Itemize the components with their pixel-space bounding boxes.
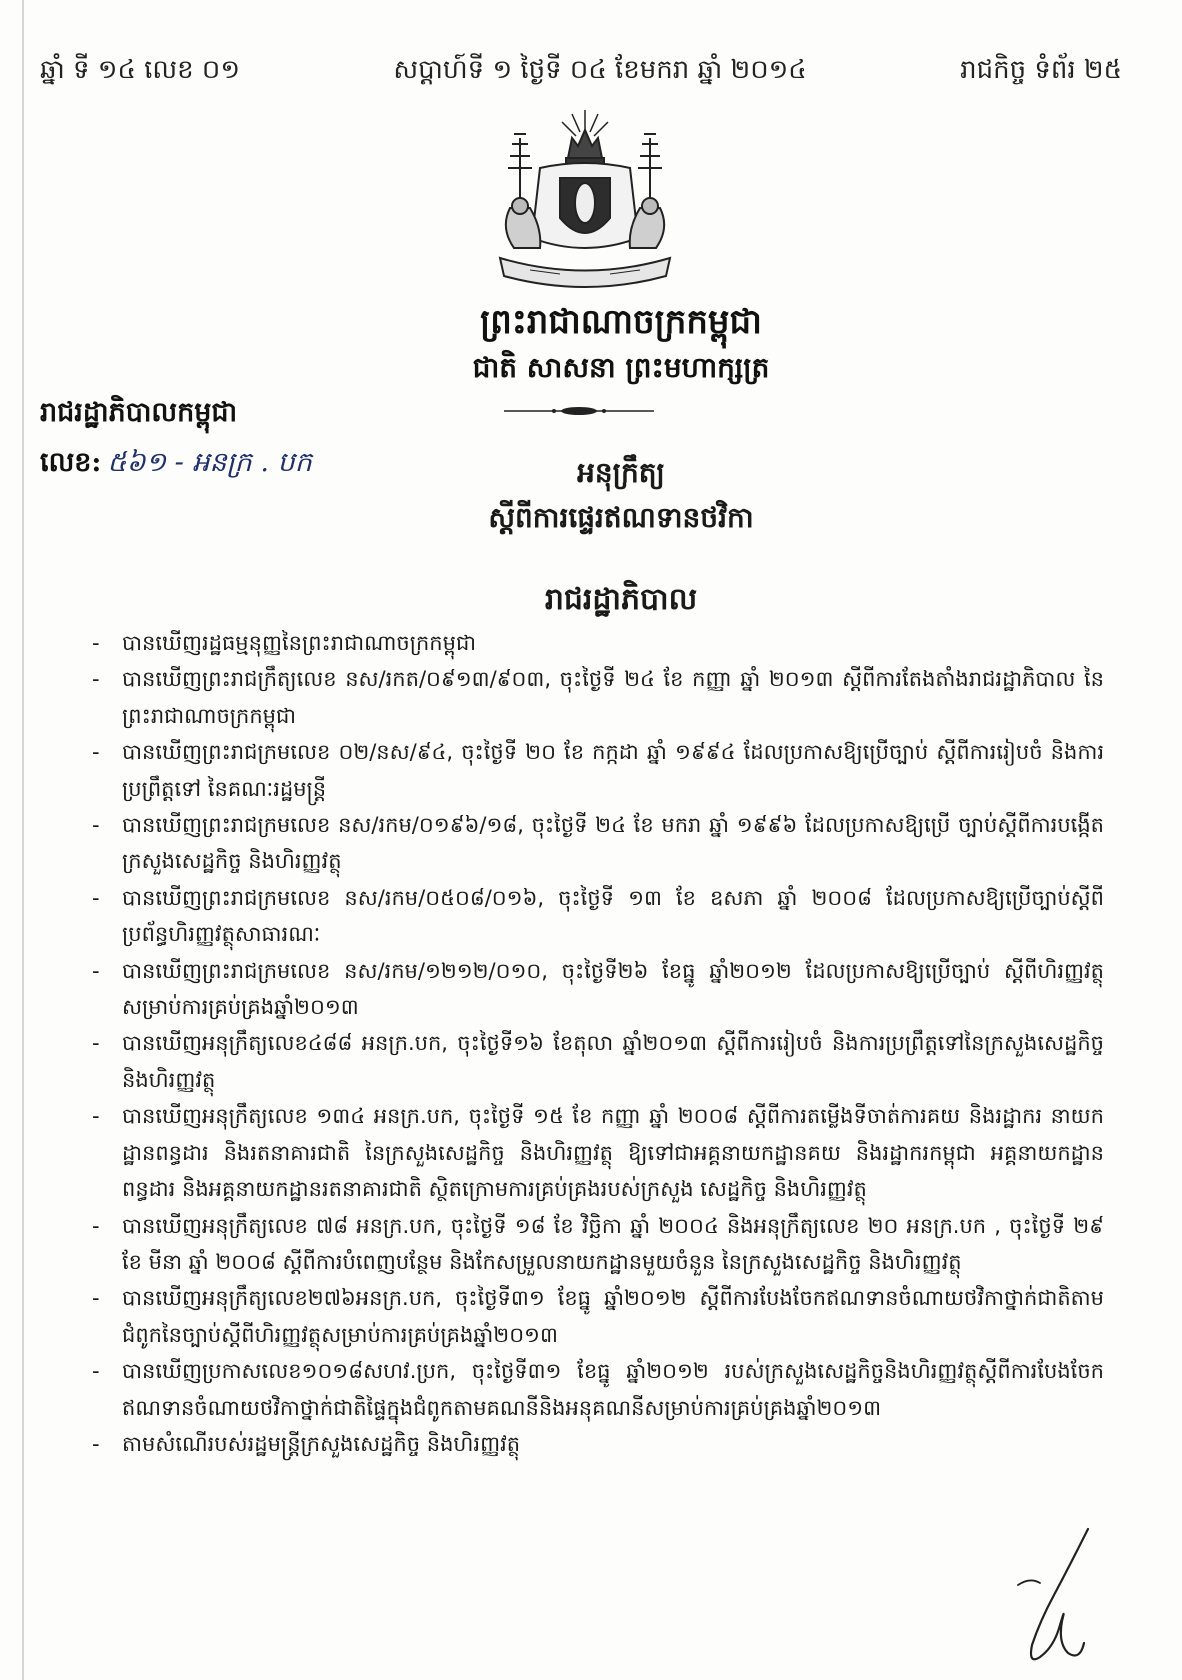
consideration-text: បានឃើញព្រះរាជក្រមលេខ នស/រកម/១២១២/០១០, ចុះថ្ងៃទី២៦ ខែធ្នូ ឆ្នាំ២០១២ ដែលប្រកាសឱ្យប្រើច្បាប់ ស្តីពីហិរញ្ញវត្ថុសម្រាប់ការគ្រប់គ្រងឆ្នាំ២០១៣ xyxy=(122,958,1104,1020)
consideration-text: តាមសំណើរបស់រដ្ឋមន្ត្រីក្រសួងសេដ្ឋកិច្ច និងហិរញ្ញវត្ថុ xyxy=(122,1431,521,1456)
list-item: - តាមសំណើរបស់រដ្ឋមន្ត្រីក្រសួងសេដ្ឋកិច្ច និងហិរញ្ញវត្ថុ xyxy=(92,1431,521,1456)
list-item: - បានឃើញព្រះរាជក្រមលេខ នស/រកម/០១៩៦/១៨, ចុះថ្ងៃទី ២៤ ខែ មករា ឆ្នាំ ១៩៩៦ ដែលប្រកាសឱ្យប្រើ ច្បាប់ស្តីពីការបង្កើតក្រសួងសេដ្ឋកិច្ច និងហិរញ្ញវត្ថុ xyxy=(92,813,1104,874)
list-item: - បានឃើញប្រកាសលេខ១០១៨សហវ.ប្រក, ចុះថ្ងៃទី៣១ ខែធ្នូ ឆ្នាំ២០១២ របស់ក្រសួងសេដ្ឋកិច្ចនិងហិរញ្ញវត្ថុស្តីពីការបែងចែកឥណទានចំណាយថវិកាថ្នាក់ជាតិផ្ទៃក្នុងជំពូកតាមគណនីនិងអនុគណនីសម្រាប់ការគ្រប់គ្រងឆ្នាំ២០១៣ xyxy=(92,1359,1104,1420)
considerations-list xyxy=(92,625,1104,1462)
consideration-text: បានឃើញព្រះរាជក្រមលេខ ០២/នស/៩៤, ចុះថ្ងៃទី ២០ ខែ កក្កដា ឆ្នាំ ១៩៩៤ ដែលប្រកាសឱ្យប្រើច្បាប់ ស្តីពីការរៀបចំ និងការប្រព្រឹត្តទៅ នៃគណៈរដ្ឋមន្ត្រី xyxy=(122,740,1104,801)
header-gazette-page: រាជកិច្ច ទំព័រ ២៥ xyxy=(960,55,1122,85)
decree-title: អនុក្រឹត្យ xyxy=(577,456,665,489)
consideration-text: បានឃើញអនុក្រឹត្យលេខ ១៣៤ អនក្រ.បក, ចុះថ្ងៃទី ១៥ ខែ កញ្ញា ឆ្នាំ ២០០៨ ស្តីពីការតម្លើងទីចាត់ការគយ និងរដ្ឋាករ នាយកដ្ឋានពន្ធដារ និងរតនាគារជាតិ នៃក្រសួងសេដ្ឋកិច្ច និងហិរញ្ញវត្ថុ ឱ្យទៅជាអគ្គនាយកដ្ឋានគយ និងរដ្ឋាករកម្ពុជា អគ្គនាយកដ្ឋានពន្ធដារ និងអគ្គនាយកដ្ឋានរតនាគារជាតិ ស្ថិតក្រោមការគ្រប់គ្រងរបស់ក្រសួង សេដ្ឋកិច្ច និងហិរញ្ញវត្ថុ xyxy=(122,1104,1104,1202)
consideration-text: បានឃើញរដ្ឋធម្មនុញ្ញនៃព្រះរាជាណាចក្រកម្ពុជា xyxy=(122,631,476,655)
list-item: - បានឃើញព្រះរាជក្រឹត្យលេខ នស/រកត/០៩១៣/៩០៣, ចុះថ្ងៃទី ២៤ ខែ កញ្ញា ឆ្នាំ ២០១៣ ស្តីពីការតែងតាំងរាជរដ្ឋាភិបាល នៃព្រះរាជាណាចក្រកម្ពុជា xyxy=(92,667,1104,728)
list-item: - បានឃើញរដ្ឋធម្មនុញ្ញនៃព្រះរាជាណាចក្រកម្ពុជា xyxy=(92,631,476,655)
gazette-header xyxy=(40,52,1122,92)
header-year-issue: ឆ្នាំ ទី ១៤ លេខ ០១ xyxy=(40,55,241,85)
page-edge-rule xyxy=(22,0,24,1680)
consideration-text: បានឃើញប្រកាសលេខ១០១៨សហវ.ប្រក, ចុះថ្ងៃទី៣១ ខែធ្នូ ឆ្នាំ២០១២ របស់ក្រសួងសេដ្ឋកិច្ចនិងហិរញ្ញវត្ថុស្តីពីការបែងចែកឥណទានចំណាយថវិកាថ្នាក់ជាតិផ្ទៃក្នុងជំពូកតាមគណនីនិងអនុគណនីសម្រាប់ការគ្រប់គ្រងឆ្នាំ២០១៣ xyxy=(122,1359,1104,1420)
header-week-date: សប្តាហ៍ទី ១ ថ្ងៃទី ០៤ ខែមករា ឆ្នាំ ២០១៤ xyxy=(393,55,807,85)
consideration-text: បានឃើញអនុក្រឹត្យលេខ ៧៨ អនក្រ.បក, ចុះថ្ងៃទី ១៨ ខែ វិច្ឆិកា ឆ្នាំ ២០០៤ និងអនុក្រឹត្យលេខ ២០ អនក្រ.បក , ចុះថ្ងៃទី ២៩ ខែ មីនា ឆ្នាំ ២០០៨ ស្តីពីការបំពេញបន្ថែម និងកែសម្រួលនាយកដ្ឋានមួយចំនួន នៃក្រសួងសេដ្ឋកិច្ច និងហិរញ្ញវត្ថុ xyxy=(122,1213,1104,1274)
list-item: - បានឃើញអនុក្រឹត្យលេខ ១៣៤ អនក្រ.បក, ចុះថ្ងៃទី ១៥ ខែ កញ្ញា ឆ្នាំ ២០០៨ ស្តីពីការតម្លើងទីចាត់ការគយ និងរដ្ឋាករ នាយកដ្ឋានពន្ធដារ និងរតនាគារជាតិ នៃក្រសួងសេដ្ឋកិច្ច និងហិរញ្ញវត្ថុ ឱ្យទៅជាអគ្គនាយកដ្ឋានគយ និងរដ្ឋាករកម្ពុជា អគ្គនាយកដ្ឋានពន្ធដារ និងអគ្គនាយកដ្ឋានរតនាគារជាតិ ស្ថិតក្រោមការគ្រប់គ្រងរបស់ក្រសួង សេដ្ឋកិច្ច និងហិរញ្ញវត្ថុ xyxy=(92,1104,1104,1202)
consideration-text: បានឃើញអនុក្រឹត្យលេខ៤៨៨ អនក្រ.បក, ចុះថ្ងៃទី១៦ ខែតុលា ឆ្នាំ២០១៣ ស្តីពីការរៀបចំ និងការប្រព្រឹត្តទៅនៃក្រសួងសេដ្ឋកិច្ច និងហិរញ្ញវត្ថុ xyxy=(122,1031,1104,1092)
decree-subject: ស្តីពីការផ្ទេរឥណទានថវិកា xyxy=(488,501,754,534)
divider-ornament-icon xyxy=(504,405,654,417)
royal-coat-of-arms-icon xyxy=(480,108,690,288)
list-item: - បានឃើញអនុក្រឹត្យលេខ ៧៨ អនក្រ.បក, ចុះថ្ងៃទី ១៨ ខែ វិច្ឆិកា ឆ្នាំ ២០០៤ និងអនុក្រឹត្យលេខ ២០ អនក្រ.បក , ចុះថ្ងៃទី ២៩ ខែ មីនា ឆ្នាំ ២០០៨ ស្តីពីការបំពេញបន្ថែម និងកែសម្រួលនាយកដ្ឋានមួយចំនួន នៃក្រសួងសេដ្ឋកិច្ច និងហិរញ្ញវត្ថុ xyxy=(92,1213,1104,1274)
list-item: - បានឃើញព្រះរាជក្រមលេខ ០២/នស/៩៤, ចុះថ្ងៃទី ២០ ខែ កក្កដា ឆ្នាំ ១៩៩៤ ដែលប្រកាសឱ្យប្រើច្បាប់ ស្តីពីការរៀបចំ និងការប្រព្រឹត្តទៅ នៃគណៈរដ្ឋមន្ត្រី xyxy=(92,740,1104,801)
national-motto: ជាតិ សាសនា ព្រះមហាក្សត្រ xyxy=(472,351,770,384)
document-number-value: ៥៦១ - អនក្រ . បក xyxy=(107,447,312,478)
kingdom-title: ព្រះរាជាណាចក្រកម្ពុជា xyxy=(480,302,762,342)
list-item: - បានឃើញអនុក្រឹត្យលេខ៤៨៨ អនក្រ.បក, ចុះថ្ងៃទី១៦ ខែតុលា ឆ្នាំ២០១៣ ស្តីពីការរៀបចំ និងការប្រព្រឹត្តទៅនៃក្រសួងសេដ្ឋកិច្ច និងហិរញ្ញវត្ថុ xyxy=(92,1031,1104,1092)
handwritten-signature-icon xyxy=(1010,1525,1100,1675)
document-number-label: លេខ: xyxy=(40,447,102,478)
list-item: - បានឃើញព្រះរាជក្រមលេខ នស/រកម/១២១២/០១០, ចុះថ្ងៃទី២៦ ខែធ្នូ ឆ្នាំ២០១២ ដែលប្រកាសឱ្យប្រើច្បាប់ ស្តីពីហិរញ្ញវត្ថុសម្រាប់ការគ្រប់គ្រងឆ្នាំ២០១៣ xyxy=(92,958,1104,1020)
list-item: - បានឃើញអនុក្រឹត្យលេខ២៧៦អនក្រ.បក, ចុះថ្ងៃទី៣១ ខែធ្នូ ឆ្នាំ២០១២ ស្តីពីការបែងចែកឥណទានចំណាយថវិកាថ្នាក់ជាតិតាមជំពូកនៃច្បាប់ស្តីពីហិរញ្ញវត្ថុសម្រាប់ការគ្រប់គ្រងឆ្នាំ២០១៣ xyxy=(92,1286,1104,1347)
issuer-name: រាជរដ្ឋាភិបាលកម្ពុជា xyxy=(40,397,238,428)
consideration-text: បានឃើញព្រះរាជក្រមលេខ នស/រកម/០១៩៦/១៨, ចុះថ្ងៃទី ២៤ ខែ មករា ឆ្នាំ ១៩៩៦ ដែលប្រកាសឱ្យប្រើ ច្បាប់ស្តីពីការបង្កើតក្រសួងសេដ្ឋកិច្ច និងហិរញ្ញវត្ថុ xyxy=(122,813,1104,874)
government-heading: រាជរដ្ឋាភិបាល xyxy=(544,582,698,617)
consideration-text: បានឃើញព្រះរាជក្រមលេខ នស/រកម/០៥០៨/០១៦, ចុះថ្ងៃទី ១៣ ខែ ឧសភា ឆ្នាំ ២០០៨ ដែលប្រកាសឱ្យប្រើច្បាប់ស្តីពីប្រព័ន្ធហិរញ្ញវត្ថុសាធារណៈ xyxy=(122,885,1104,947)
consideration-text: បានឃើញព្រះរាជក្រឹត្យលេខ នស/រកត/០៩១៣/៩០៣, ចុះថ្ងៃទី ២៤ ខែ កញ្ញា ឆ្នាំ ២០១៣ ស្តីពីការតែងតាំងរាជរដ្ឋាភិបាល នៃព្រះរាជាណាចក្រកម្ពុជា xyxy=(122,667,1104,728)
consideration-text: បានឃើញអនុក្រឹត្យលេខ២៧៦អនក្រ.បក, ចុះថ្ងៃទី៣១ ខែធ្នូ ឆ្នាំ២០១២ ស្តីពីការបែងចែកឥណទានចំណាយថវិកាថ្នាក់ជាតិតាមជំពូកនៃច្បាប់ស្តីពីហិរញ្ញវត្ថុសម្រាប់ការគ្រប់គ្រងឆ្នាំ២០១៣ xyxy=(122,1286,1104,1347)
list-item: - បានឃើញព្រះរាជក្រមលេខ នស/រកម/០៥០៨/០១៦, ចុះថ្ងៃទី ១៣ ខែ ឧសភា ឆ្នាំ ២០០៨ ដែលប្រកាសឱ្យប្រើច្បាប់ស្តីពីប្រព័ន្ធហិរញ្ញវត្ថុសាធារណៈ xyxy=(92,885,1104,947)
